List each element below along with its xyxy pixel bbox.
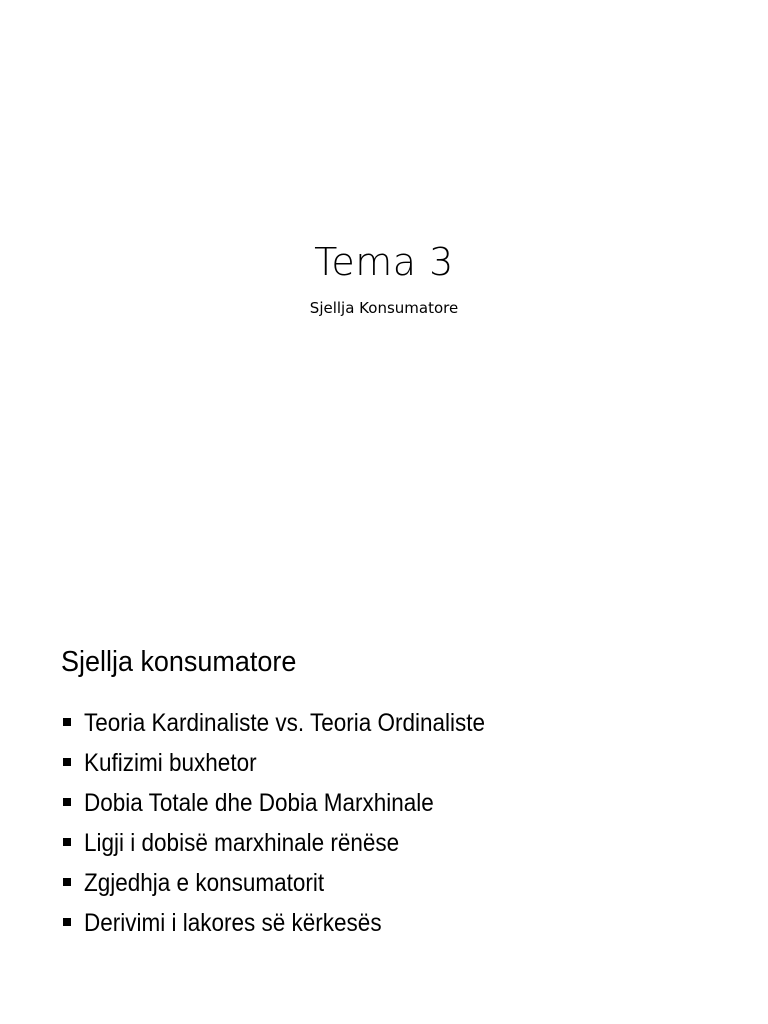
bullet-text: Kufizimi buxhetor: [84, 749, 257, 777]
slide-subtitle: Sjellja Konsumatore: [309, 299, 459, 317]
section-heading: Sjellja konsumatore: [61, 646, 297, 678]
square-bullet-icon: [63, 878, 71, 886]
bullet-item: [61, 863, 530, 903]
bullet-text: Dobia Totale dhe Dobia Marxhinale: [84, 789, 434, 817]
square-bullet-icon: [63, 838, 71, 846]
slide-title: Tema 3: [314, 240, 454, 284]
bullet-text: Teoria Kardinaliste vs. Teoria Ordinaliste: [84, 709, 486, 737]
bullet-item: [61, 823, 530, 863]
bullet-item: [61, 783, 530, 823]
bullet-text: Ligji i dobisë marxhinale rënëse: [84, 829, 400, 857]
bullet-item: [61, 903, 530, 943]
bullet-text: Derivimi i lakores së kërkesës: [84, 909, 382, 937]
square-bullet-icon: [63, 798, 71, 806]
bullet-item: [61, 743, 530, 783]
bullet-list: [61, 703, 530, 943]
bullet-text: Zgjedhja e konsumatorit: [84, 869, 325, 897]
square-bullet-icon: [63, 918, 71, 926]
square-bullet-icon: [63, 758, 71, 766]
bullet-item: [61, 703, 530, 743]
square-bullet-icon: [63, 718, 71, 726]
